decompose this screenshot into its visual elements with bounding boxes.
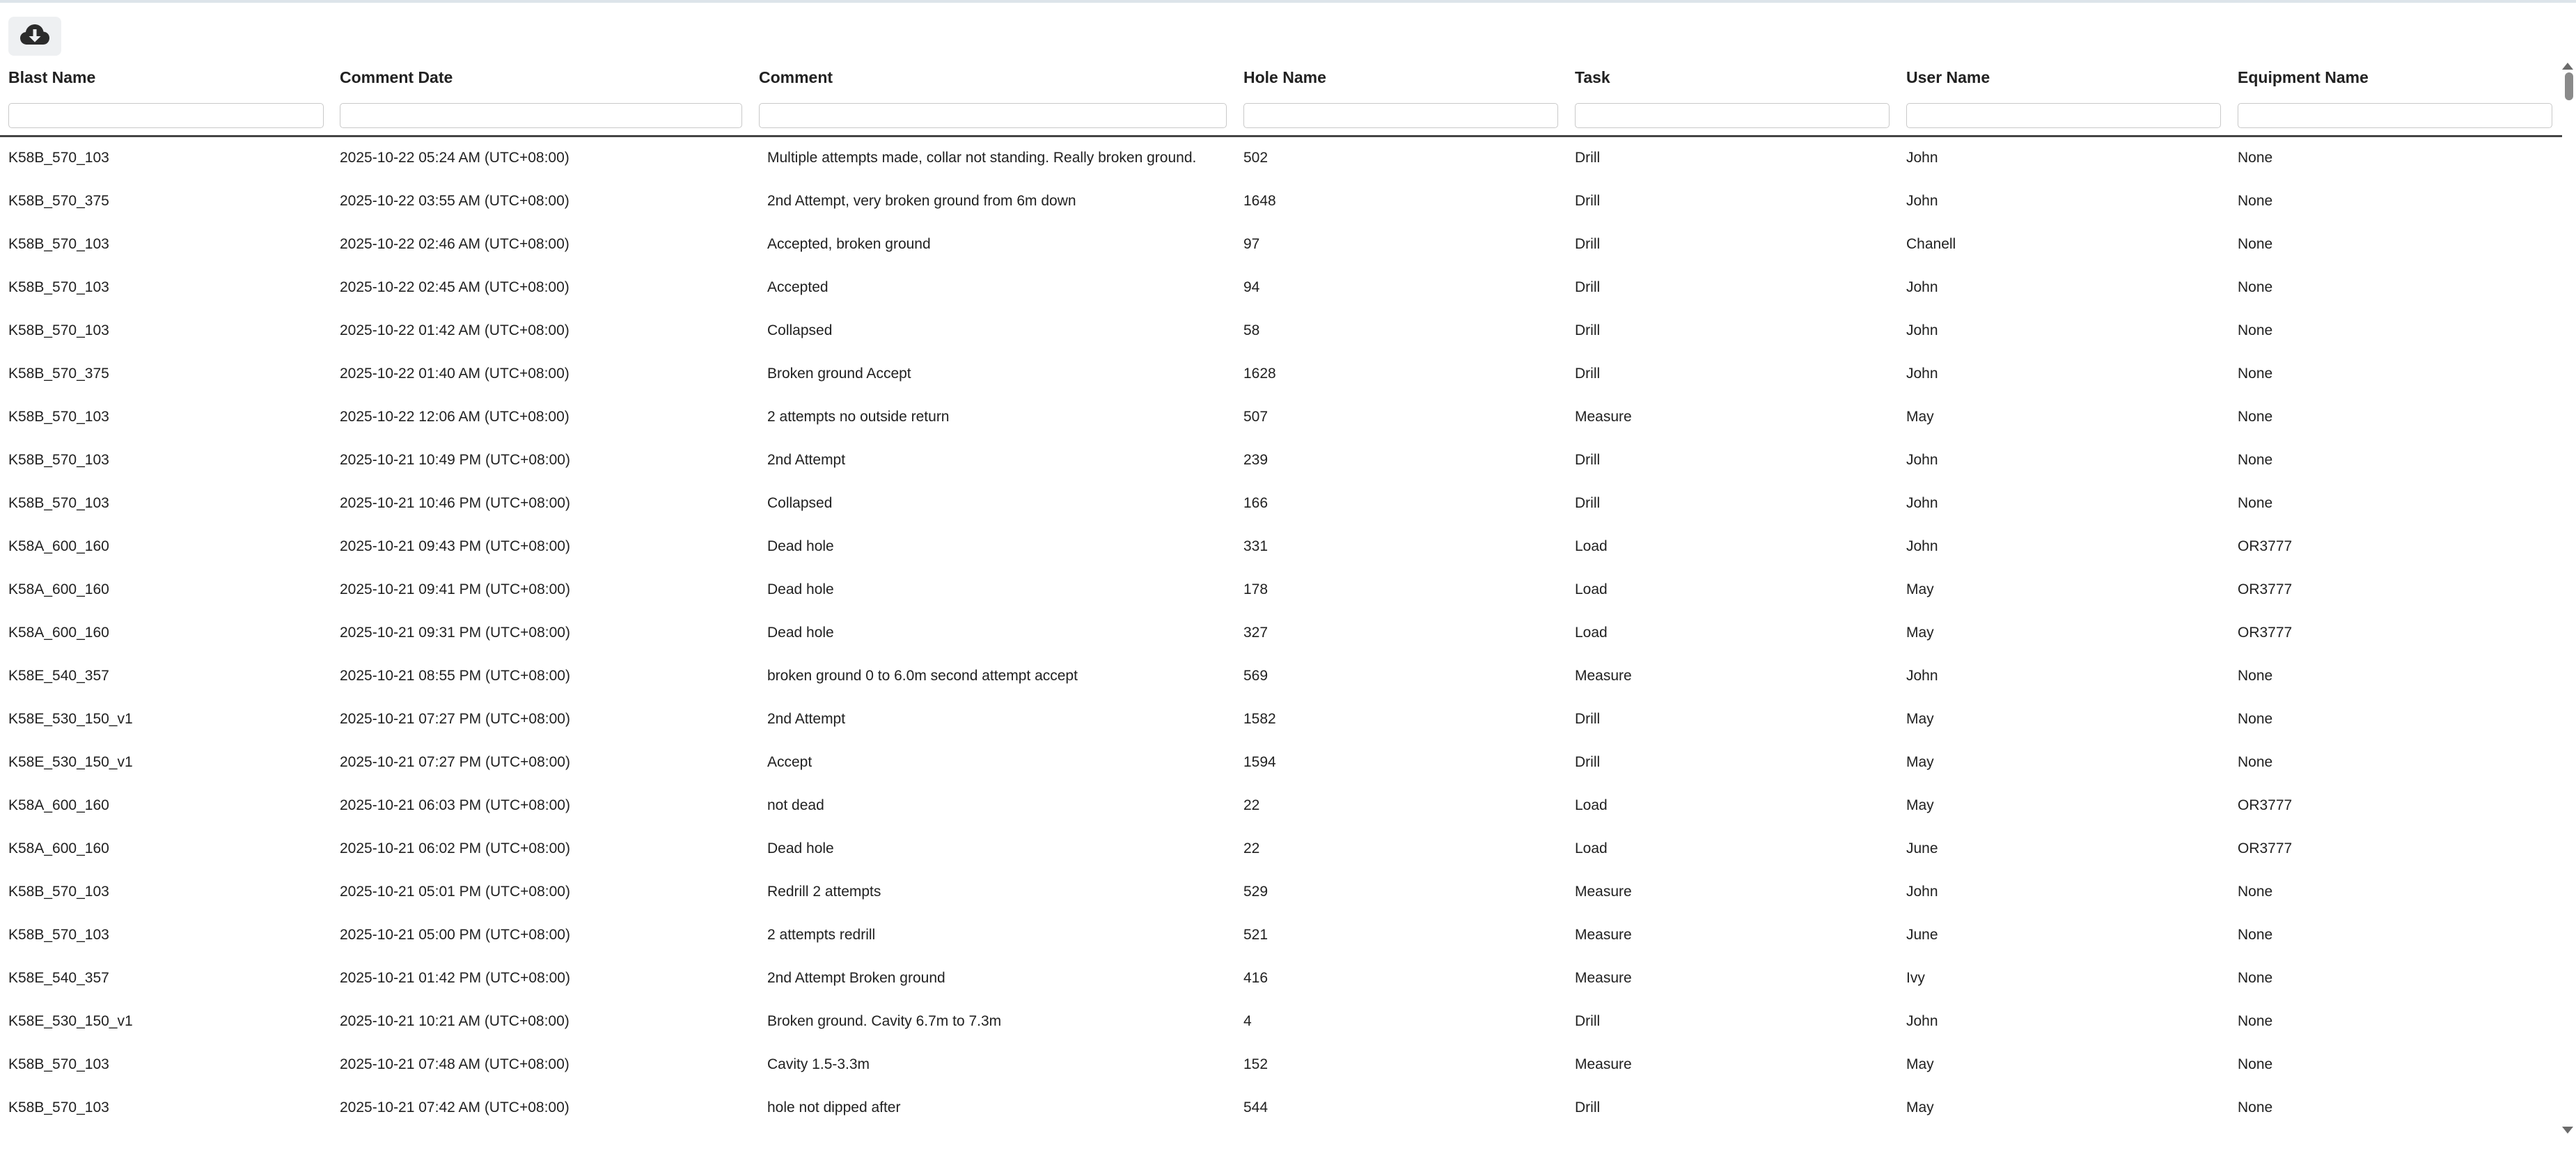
cell-user-name: John <box>1906 322 1938 338</box>
cell-equipment-name: None <box>2238 1013 2273 1029</box>
cell-hole-name: 507 <box>1243 409 1269 425</box>
cell-comment-date: 2025-10-21 07:27 PM (UTC+08:00) <box>340 754 570 770</box>
cell-comment-date: 2025-10-21 08:55 PM (UTC+08:00) <box>340 668 570 684</box>
cell-comment: Broken ground. Cavity 6.7m to 7.3m <box>767 1013 1002 1029</box>
cell-comment: 2nd Attempt Broken ground <box>767 970 945 986</box>
cell-task: Measure <box>1575 970 1632 986</box>
cell-task: Measure <box>1575 927 1632 943</box>
table-row[interactable] <box>0 400 2562 443</box>
cell-task: Drill <box>1575 150 1601 166</box>
cell-user-name: John <box>1906 495 1938 511</box>
cell-comment-date: 2025-10-22 01:42 AM (UTC+08:00) <box>340 322 570 338</box>
cell-equipment-name: None <box>2238 322 2273 338</box>
header-user-name[interactable]: User Name <box>1906 68 1990 86</box>
cell-equipment-name: None <box>2238 409 2273 425</box>
cell-comment: Collapsed <box>767 495 833 511</box>
cell-user-name: May <box>1906 754 1934 770</box>
cell-hole-name: 166 <box>1243 495 1269 511</box>
table-row[interactable] <box>0 184 2562 227</box>
cell-blast-name: K58E_530_150_v1 <box>8 1013 133 1029</box>
cell-comment: Dead hole <box>767 625 834 641</box>
table-row[interactable] <box>0 831 2562 875</box>
cell-comment: Broken ground Accept <box>767 366 911 382</box>
cell-task: Load <box>1575 840 1608 856</box>
cell-comment-date: 2025-10-21 06:03 PM (UTC+08:00) <box>340 797 570 813</box>
cell-blast-name: K58B_570_103 <box>8 1056 109 1072</box>
cell-blast-name: K58B_570_103 <box>8 927 109 943</box>
filter-comment[interactable] <box>759 103 1227 128</box>
cell-task: Drill <box>1575 366 1601 382</box>
cell-task: Measure <box>1575 409 1632 425</box>
cell-comment: Accepted, broken ground <box>767 236 931 252</box>
cell-comment-date: 2025-10-21 09:41 PM (UTC+08:00) <box>340 581 570 597</box>
cell-equipment-name: OR3777 <box>2238 581 2293 597</box>
cell-comment: not dead <box>767 797 824 813</box>
cell-equipment-name: None <box>2238 668 2273 684</box>
table-row[interactable] <box>0 443 2562 486</box>
table-row[interactable] <box>0 1047 2562 1090</box>
cell-comment: 2nd Attempt, very broken ground from 6m down <box>767 193 1076 209</box>
cell-hole-name: 22 <box>1243 840 1260 856</box>
cell-hole-name: 22 <box>1243 797 1260 813</box>
cell-blast-name: K58E_530_150_v1 <box>8 754 133 770</box>
cell-task: Measure <box>1575 1056 1632 1072</box>
cell-hole-name: 58 <box>1243 322 1260 338</box>
cell-user-name: May <box>1906 711 1934 727</box>
cell-hole-name: 544 <box>1243 1099 1269 1115</box>
filter-user-name[interactable] <box>1906 103 2221 128</box>
cell-blast-name: K58B_570_103 <box>8 409 109 425</box>
cell-equipment-name: None <box>2238 366 2273 382</box>
cell-comment-date: 2025-10-21 07:48 AM (UTC+08:00) <box>340 1056 570 1072</box>
cell-comment-date: 2025-10-22 01:40 AM (UTC+08:00) <box>340 366 570 382</box>
cell-equipment-name: None <box>2238 193 2273 209</box>
cell-task: Drill <box>1575 495 1601 511</box>
filter-hole-name[interactable] <box>1243 103 1558 128</box>
table-row[interactable] <box>0 875 2562 918</box>
table-row[interactable] <box>0 227 2562 270</box>
cell-hole-name: 569 <box>1243 668 1269 684</box>
cell-user-name: May <box>1906 797 1934 813</box>
header-row <box>0 63 2562 102</box>
header-task[interactable]: Task <box>1575 68 1610 86</box>
cell-user-name: John <box>1906 150 1938 166</box>
cell-blast-name: K58E_530_150_v1 <box>8 711 133 727</box>
cell-blast-name: K58B_570_375 <box>8 366 109 382</box>
cell-comment: 2nd Attempt <box>767 711 846 727</box>
cell-hole-name: 1648 <box>1243 193 1276 209</box>
cell-task: Measure <box>1575 668 1632 684</box>
cell-task: Load <box>1575 538 1608 554</box>
cell-comment-date: 2025-10-21 07:42 AM (UTC+08:00) <box>340 1099 570 1115</box>
cell-equipment-name: None <box>2238 711 2273 727</box>
cell-blast-name: K58B_570_103 <box>8 322 109 338</box>
filter-equipment-name[interactable] <box>2238 103 2552 128</box>
cell-user-name: Ivy <box>1906 970 1925 986</box>
table-row[interactable] <box>0 702 2562 745</box>
header-blast-name[interactable]: Blast Name <box>8 68 96 86</box>
cell-blast-name: K58B_570_375 <box>8 193 109 209</box>
cell-task: Load <box>1575 625 1608 641</box>
scroll-down-arrow-icon[interactable] <box>2562 1127 2573 1134</box>
cell-equipment-name: None <box>2238 1099 2273 1115</box>
cell-hole-name: 529 <box>1243 884 1269 900</box>
cell-user-name: John <box>1906 279 1938 295</box>
cell-equipment-name: None <box>2238 754 2273 770</box>
cell-equipment-name: None <box>2238 279 2273 295</box>
cell-hole-name: 331 <box>1243 538 1269 554</box>
cell-hole-name: 1594 <box>1243 754 1276 770</box>
cell-equipment-name: None <box>2238 495 2273 511</box>
cell-blast-name: K58E_540_357 <box>8 668 109 684</box>
cell-hole-name: 94 <box>1243 279 1260 295</box>
table-row[interactable] <box>0 745 2562 788</box>
table-row[interactable] <box>0 1090 2562 1134</box>
cell-blast-name: K58A_600_160 <box>8 840 109 856</box>
cell-user-name: John <box>1906 366 1938 382</box>
table-row[interactable] <box>0 270 2562 313</box>
cell-hole-name: 178 <box>1243 581 1269 597</box>
cell-blast-name: K58A_600_160 <box>8 581 109 597</box>
cell-user-name: June <box>1906 840 1938 856</box>
cell-comment: Cavity 1.5-3.3m <box>767 1056 870 1072</box>
cell-task: Drill <box>1575 322 1601 338</box>
cell-equipment-name: None <box>2238 452 2273 468</box>
cell-task: Drill <box>1575 452 1601 468</box>
table-row[interactable] <box>0 1004 2562 1047</box>
cell-user-name: May <box>1906 1099 1934 1115</box>
cell-user-name: John <box>1906 193 1938 209</box>
cell-comment: Accepted <box>767 279 828 295</box>
cell-equipment-name: None <box>2238 927 2273 943</box>
vertical-scrollbar[interactable] <box>2562 63 2576 1151</box>
header-comment[interactable]: Comment <box>759 68 833 86</box>
cell-hole-name: 521 <box>1243 927 1269 943</box>
cell-task: Load <box>1575 797 1608 813</box>
filter-task[interactable] <box>1575 103 1890 128</box>
cell-equipment-name: None <box>2238 884 2273 900</box>
header-comment-date[interactable]: Comment Date <box>340 68 453 86</box>
cell-hole-name: 1628 <box>1243 366 1276 382</box>
cell-comment-date: 2025-10-22 03:55 AM (UTC+08:00) <box>340 193 570 209</box>
scroll-thumb[interactable] <box>2565 72 2573 100</box>
cell-comment: Multiple attempts made, collar not standing. Really broken ground. <box>767 150 1197 166</box>
cell-task: Drill <box>1575 279 1601 295</box>
cell-comment-date: 2025-10-21 10:46 PM (UTC+08:00) <box>340 495 570 511</box>
scroll-up-arrow-icon[interactable] <box>2562 63 2573 70</box>
cell-comment-date: 2025-10-21 06:02 PM (UTC+08:00) <box>340 840 570 856</box>
table-row[interactable] <box>0 788 2562 831</box>
cell-blast-name: K58B_570_103 <box>8 150 109 166</box>
cell-task: Drill <box>1575 193 1601 209</box>
cell-equipment-name: OR3777 <box>2238 840 2293 856</box>
table-row[interactable] <box>0 616 2562 659</box>
cell-equipment-name: None <box>2238 236 2273 252</box>
cell-blast-name: K58E_540_357 <box>8 970 109 986</box>
table-row[interactable] <box>0 486 2562 529</box>
cell-hole-name: 416 <box>1243 970 1269 986</box>
cell-equipment-name: OR3777 <box>2238 625 2293 641</box>
download-button[interactable] <box>8 17 61 56</box>
cell-blast-name: K58A_600_160 <box>8 797 109 813</box>
cell-task: Load <box>1575 581 1608 597</box>
top-border <box>0 0 2576 3</box>
cell-blast-name: K58B_570_103 <box>8 884 109 900</box>
cell-comment: Dead hole <box>767 840 834 856</box>
cell-equipment-name: OR3777 <box>2238 538 2293 554</box>
header-equipment-name[interactable]: Equipment Name <box>2238 68 2369 86</box>
filter-comment-date[interactable] <box>340 103 742 128</box>
cell-equipment-name: None <box>2238 1056 2273 1072</box>
cell-comment: Redrill 2 attempts <box>767 884 881 900</box>
cell-user-name: May <box>1906 409 1934 425</box>
cell-comment-date: 2025-10-22 05:24 AM (UTC+08:00) <box>340 150 570 166</box>
cell-hole-name: 97 <box>1243 236 1260 252</box>
cell-user-name: May <box>1906 581 1934 597</box>
cell-blast-name: K58B_570_103 <box>8 279 109 295</box>
cloud-download-icon <box>19 23 50 50</box>
cell-user-name: John <box>1906 884 1938 900</box>
cell-hole-name: 4 <box>1243 1013 1252 1029</box>
cell-user-name: John <box>1906 668 1938 684</box>
table-row[interactable] <box>0 961 2562 1004</box>
cell-comment: Accept <box>767 754 812 770</box>
cell-user-name: May <box>1906 625 1934 641</box>
header-hole-name[interactable]: Hole Name <box>1243 68 1326 86</box>
cell-task: Measure <box>1575 884 1632 900</box>
table-row[interactable] <box>0 357 2562 400</box>
cell-user-name: John <box>1906 452 1938 468</box>
table-body <box>0 141 2562 1134</box>
cell-comment-date: 2025-10-21 05:00 PM (UTC+08:00) <box>340 927 570 943</box>
cell-task: Drill <box>1575 711 1601 727</box>
cell-blast-name: K58B_570_103 <box>8 1099 109 1115</box>
cell-comment-date: 2025-10-21 09:31 PM (UTC+08:00) <box>340 625 570 641</box>
cell-hole-name: 1582 <box>1243 711 1276 727</box>
cell-blast-name: K58A_600_160 <box>8 625 109 641</box>
cell-task: Drill <box>1575 236 1601 252</box>
cell-comment-date: 2025-10-22 02:46 AM (UTC+08:00) <box>340 236 570 252</box>
header-divider <box>0 135 2562 137</box>
table-row[interactable] <box>0 141 2562 184</box>
cell-comment-date: 2025-10-21 07:27 PM (UTC+08:00) <box>340 711 570 727</box>
filter-blast-name[interactable] <box>8 103 324 128</box>
cell-comment: 2nd Attempt <box>767 452 846 468</box>
cell-comment: broken ground 0 to 6.0m second attempt accept <box>767 668 1078 684</box>
table-row[interactable] <box>0 659 2562 702</box>
cell-comment-date: 2025-10-21 10:21 AM (UTC+08:00) <box>340 1013 570 1029</box>
cell-task: Drill <box>1575 1013 1601 1029</box>
cell-hole-name: 502 <box>1243 150 1269 166</box>
cell-user-name: John <box>1906 1013 1938 1029</box>
cell-comment-date: 2025-10-21 05:01 PM (UTC+08:00) <box>340 884 570 900</box>
cell-comment: Collapsed <box>767 322 833 338</box>
cell-blast-name: K58B_570_103 <box>8 236 109 252</box>
cell-equipment-name: OR3777 <box>2238 797 2293 813</box>
cell-task: Drill <box>1575 754 1601 770</box>
cell-equipment-name: None <box>2238 150 2273 166</box>
cell-blast-name: K58A_600_160 <box>8 538 109 554</box>
cell-user-name: May <box>1906 1056 1934 1072</box>
table-row[interactable] <box>0 572 2562 616</box>
cell-comment: Dead hole <box>767 538 834 554</box>
cell-comment-date: 2025-10-21 09:43 PM (UTC+08:00) <box>340 538 570 554</box>
cell-user-name: June <box>1906 927 1938 943</box>
cell-user-name: Chanell <box>1906 236 1956 252</box>
cell-comment: 2 attempts no outside return <box>767 409 950 425</box>
cell-hole-name: 152 <box>1243 1056 1269 1072</box>
cell-comment: Dead hole <box>767 581 834 597</box>
cell-hole-name: 327 <box>1243 625 1269 641</box>
cell-user-name: John <box>1906 538 1938 554</box>
cell-comment-date: 2025-10-21 10:49 PM (UTC+08:00) <box>340 452 570 468</box>
table-row[interactable] <box>0 313 2562 357</box>
table-row[interactable] <box>0 529 2562 572</box>
cell-hole-name: 239 <box>1243 452 1269 468</box>
cell-comment-date: 2025-10-22 02:45 AM (UTC+08:00) <box>340 279 570 295</box>
cell-comment: 2 attempts redrill <box>767 927 876 943</box>
cell-comment-date: 2025-10-21 01:42 PM (UTC+08:00) <box>340 970 570 986</box>
cell-blast-name: K58B_570_103 <box>8 495 109 511</box>
cell-comment-date: 2025-10-22 12:06 AM (UTC+08:00) <box>340 409 570 425</box>
cell-comment: hole not dipped after <box>767 1099 901 1115</box>
cell-task: Drill <box>1575 1099 1601 1115</box>
table-row[interactable] <box>0 918 2562 961</box>
cell-equipment-name: None <box>2238 970 2273 986</box>
cell-blast-name: K58B_570_103 <box>8 452 109 468</box>
